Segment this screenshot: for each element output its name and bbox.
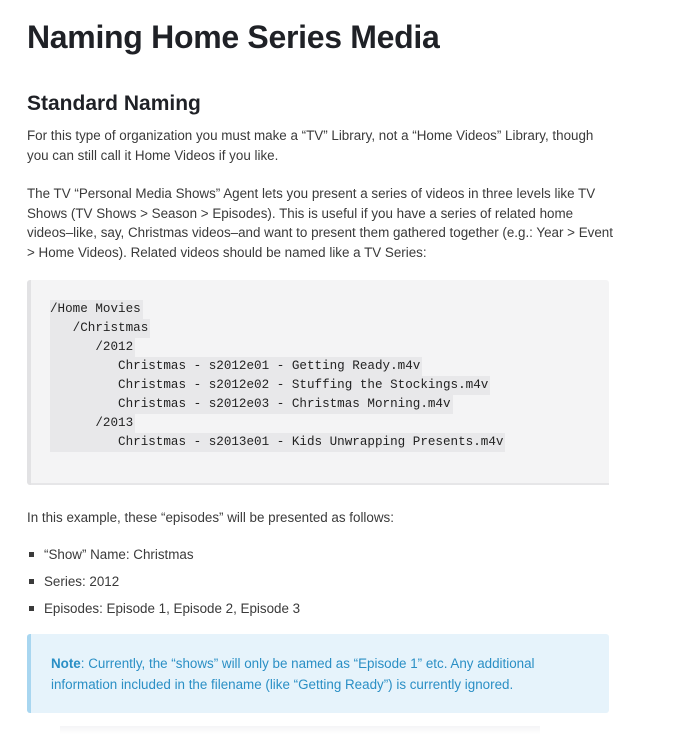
note-text <box>51 654 591 695</box>
square-bullet-icon <box>29 552 34 557</box>
code-line: /Christmas <box>50 319 150 338</box>
list-item <box>27 599 300 626</box>
code-line: /2013 <box>50 414 135 433</box>
note-callout <box>27 634 609 713</box>
example-intro: In this example, these “episodes” will be presented as follows: <box>27 510 394 525</box>
section-heading: Standard Naming <box>27 92 201 115</box>
bottom-fade <box>60 726 540 734</box>
square-bullet-icon <box>29 606 34 611</box>
code-line: /2012 <box>50 338 135 357</box>
list-item-text: Series: 2012 <box>44 574 120 589</box>
code-line: /Home Movies <box>50 300 143 319</box>
list-item <box>27 545 300 572</box>
note-label: Note <box>51 656 81 671</box>
list-item-text: Episodes: Episode 1, Episode 2, Episode 3 <box>44 601 301 616</box>
paragraph-agent-description: The TV “Personal Media Shows” Agent lets you present a series of videos in three levels like TV Shows (TV Shows > Season > Episodes). This is useful if you have a series of related home videos–like, say, Christmas videos–and want to present them gathered together (e.g.: Year > Event > Home Videos). Related videos should be named like a TV Series: <box>27 186 613 260</box>
code-line: Christmas - s2013e01 - Kids Unwrapping Presents.m4v <box>50 433 505 452</box>
list-item <box>27 572 300 599</box>
page-title: Naming Home Series Media <box>27 19 440 55</box>
paragraph-library-type: For this type of organization you must make a “TV” Library, not a “Home Videos” Library, though you can still call it Home Videos if you like. <box>27 128 594 163</box>
code-line: Christmas - s2012e01 - Getting Ready.m4v <box>50 357 422 376</box>
code-block <box>27 280 609 485</box>
note-body: : Currently, the “shows” will only be named as “Episode 1” etc. Any additional information included in the filename (like “Getting Ready”) is currently ignored. <box>51 656 535 692</box>
square-bullet-icon <box>29 579 34 584</box>
code-line: Christmas - s2012e02 - Stuffing the Stockings.m4v <box>50 376 490 395</box>
list-item-text: “Show” Name: Christmas <box>44 547 194 562</box>
bullet-list <box>27 545 300 626</box>
code-line: Christmas - s2012e03 - Christmas Morning.m4v <box>50 395 453 414</box>
